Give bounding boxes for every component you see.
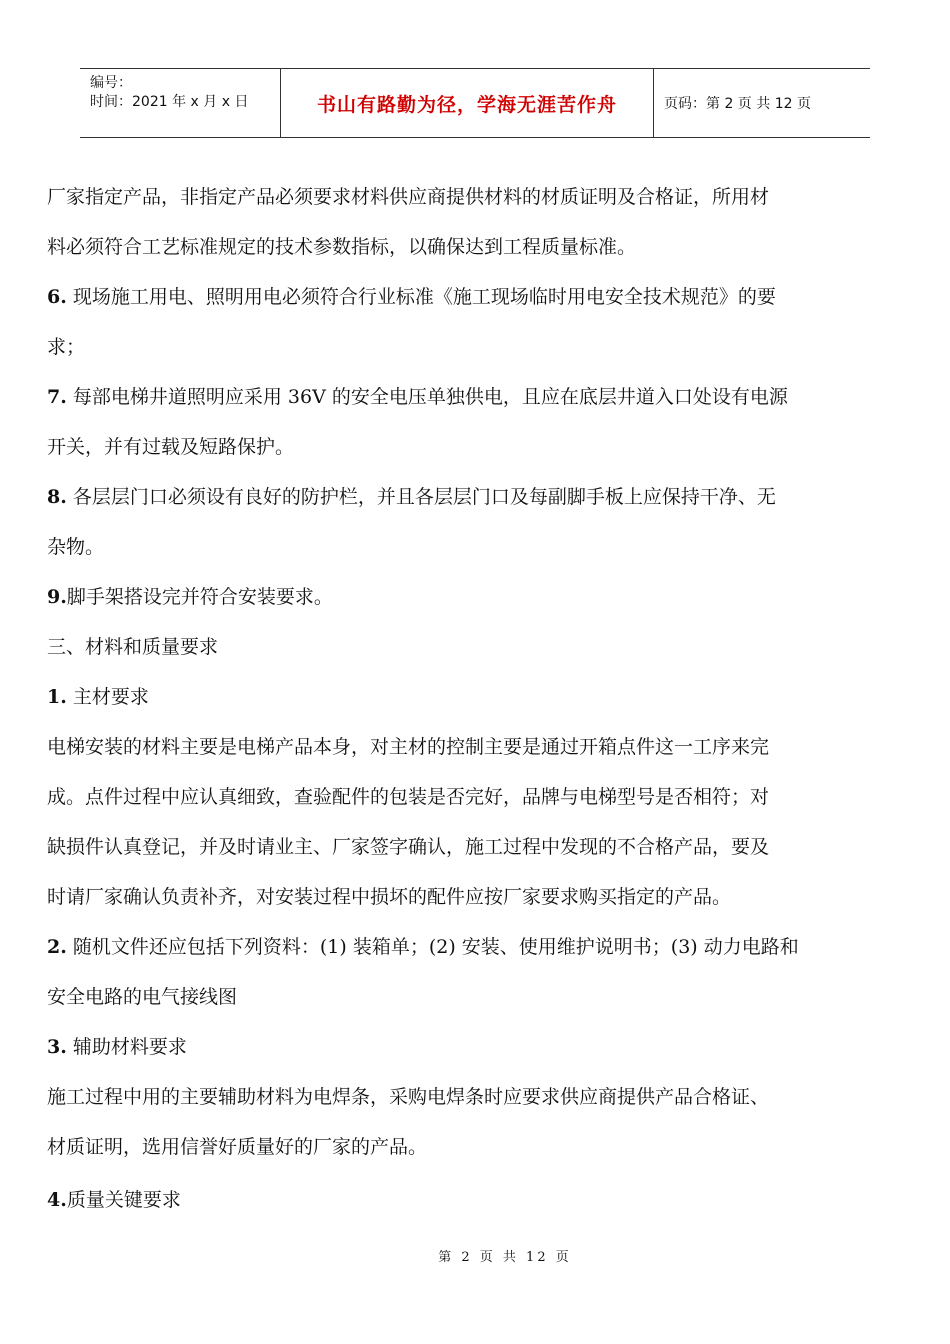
header-motto-cell: [281, 69, 654, 137]
subsection-heading: 4.质量关键要求: [47, 1189, 181, 1211]
body-line: 9.脚手架搭设完并符合安装要求。: [47, 586, 333, 608]
item-number: 9.: [47, 586, 67, 608]
body-line: 电梯安装的材料主要是电梯产品本身，对主材的控制主要是通过开箱点件这一工序来完: [47, 736, 770, 758]
body-line: 缺损件认真登记，并及时请业主、厂家签字确认，施工过程中发现的不合格产品，要及: [47, 836, 770, 858]
body-line: 安全电路的电气接线图: [47, 986, 238, 1008]
body-line: 求；: [47, 336, 86, 358]
body-line: 成。点件过程中应认真细致，查验配件的包装是否完好，品牌与电梯型号是否相符；对: [47, 786, 770, 808]
header-motto: 书山有路勤为径，学海无涯苦作舟: [316, 93, 617, 116]
body-line: 厂家指定产品，非指定产品必须要求材料供应商提供材料的材质证明及合格证，所用材: [47, 186, 770, 208]
page-footer: 第 2 页 共 12 页: [438, 1250, 572, 1265]
body-line: 2. 随机文件还应包括下列资料：(1) 装箱单；(2) 安装、使用维护说明书；(3) 动力电路和: [47, 936, 799, 958]
document-number-label: 编号：: [90, 75, 132, 91]
body-line: 时请厂家确认负责补齐，对安装过程中损坏的配件应按厂家要求购买指定的产品。: [47, 886, 732, 908]
subsection-heading: 3. 辅助材料要求: [47, 1036, 187, 1058]
body-line: 开关，并有过载及短路保护。: [47, 436, 295, 458]
body-line: 杂物。: [47, 536, 105, 558]
body-line: 8. 各层层门口必须设有良好的防护栏，并且各层层门口及每副脚手板上应保持干净、无: [47, 486, 776, 508]
subsection-heading: 1. 主材要求: [47, 686, 149, 708]
item-number: 6.: [47, 286, 67, 308]
body-line: 材质证明，选用信誉好质量好的厂家的产品。: [47, 1136, 428, 1158]
header-page-code: 页码：第 2 页 共 12 页: [664, 96, 811, 112]
header-page-cell: [654, 69, 870, 137]
item-number: 3.: [47, 1036, 67, 1058]
section-heading: 三、材料和质量要求: [47, 636, 219, 658]
body-line: 施工过程中用的主要辅助材料为电焊条，采购电焊条时应要求供应商提供产品合格证、: [47, 1086, 770, 1108]
body-line: 7. 每部电梯井道照明应采用 36V 的安全电压单独供电，且应在底层井道入口处设有电源: [47, 386, 788, 408]
document-date: 时间：2021 年 x 月 x 日: [90, 94, 249, 110]
body-line: 料必须符合工艺标准规定的技术参数指标，以确保达到工程质量标准。: [47, 236, 637, 258]
header-meta-cell: [80, 69, 281, 137]
item-number: 7.: [47, 386, 67, 408]
body-line: 6. 现场施工用电、照明用电必须符合行业标准《施工现场临时用电安全技术规范》的要: [47, 286, 776, 308]
item-number: 2.: [47, 936, 67, 958]
item-number: 8.: [47, 486, 67, 508]
document-body: [47, 172, 907, 1225]
item-number: 4.: [47, 1189, 67, 1211]
item-number: 1.: [47, 686, 67, 708]
document-header: [80, 68, 870, 138]
